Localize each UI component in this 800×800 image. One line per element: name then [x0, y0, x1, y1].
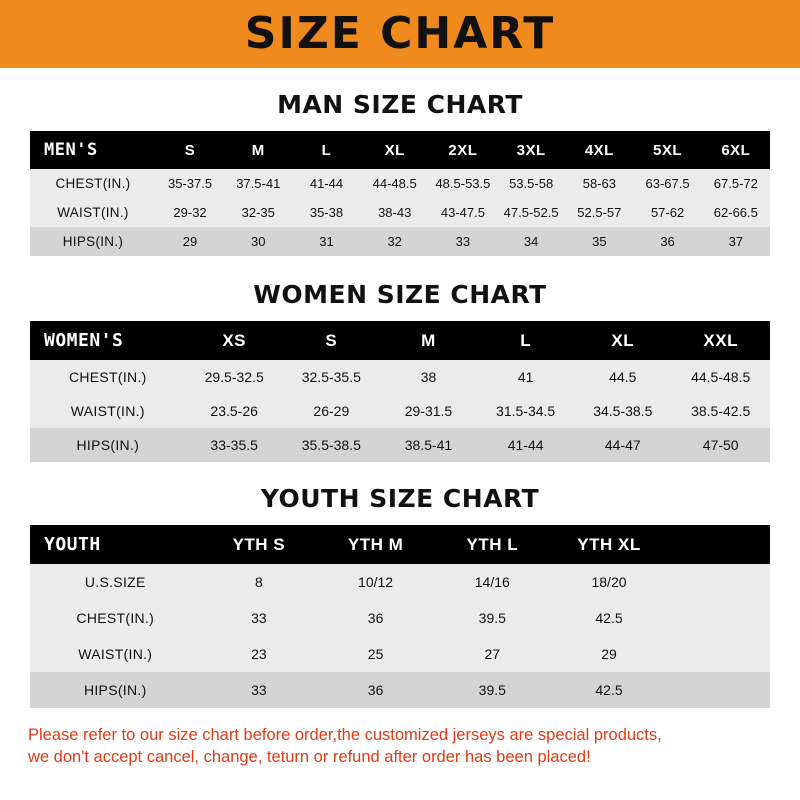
table-header-cell: YTH M [347, 534, 404, 554]
youth-chart-wrap [30, 525, 770, 708]
table-cell: 23 [251, 646, 267, 662]
table-cell: 35.5-38.5 [301, 437, 361, 453]
table-header-cell: S [184, 141, 196, 159]
youth-table-head [30, 525, 770, 564]
row-label: HIPS(IN.) [76, 437, 140, 453]
row-label: WAIST(IN.) [78, 646, 153, 662]
table-header-row [30, 525, 770, 564]
table-cell-empty [667, 672, 770, 708]
table-cell: 29 [182, 234, 198, 249]
table-cell: 42.5 [595, 682, 623, 698]
footer-note-line-1: Please refer to our size chart before order,the customized jerseys are special products, [28, 726, 662, 744]
table-cell: 67.5-72 [713, 176, 758, 191]
page-title: SIZE CHART [244, 8, 556, 59]
women-size-table [30, 321, 770, 462]
table-cell: 29-32 [173, 205, 207, 220]
women-table-head [30, 321, 770, 360]
table-row [30, 600, 770, 636]
table-cell: 37.5-41 [236, 176, 281, 191]
table-cell: 53.5-58 [509, 176, 554, 191]
table-cell: 38 [420, 369, 437, 385]
youth-section-title: YOUTH SIZE CHART [260, 484, 540, 513]
table-cell: 41 [517, 369, 534, 385]
table-cell-empty [667, 564, 770, 600]
women-section-title: WOMEN SIZE CHART [253, 280, 547, 309]
table-cell: 34.5-38.5 [593, 403, 653, 419]
youth-table-body [30, 564, 770, 708]
table-cell: 33 [455, 234, 471, 249]
women-table-body [30, 360, 770, 462]
table-cell: 62-66.5 [713, 205, 758, 220]
table-cell: 35-38 [309, 205, 344, 220]
table-header-row [30, 131, 770, 169]
table-cell: 35 [592, 234, 607, 249]
header-band-left [0, 0, 46, 68]
table-cell: 34 [523, 234, 539, 249]
row-label: WAIST(IN.) [57, 205, 129, 220]
table-cell: 38.5-41 [404, 437, 453, 453]
women-chart-wrap [30, 321, 770, 462]
table-header-cell: L [321, 141, 332, 159]
table-cell: 44-47 [604, 437, 641, 453]
table-cell: 29 [601, 646, 617, 662]
table-header-cell: 5XL [653, 141, 683, 159]
table-cell: 33-35.5 [210, 437, 258, 453]
table-header-cell: YTH S [232, 534, 286, 554]
table-cell: 36 [660, 234, 675, 249]
table-cell: 41-44 [309, 176, 344, 191]
table-row [30, 198, 770, 227]
table-cell: 44-48.5 [372, 176, 417, 191]
table-cell: 29.5-32.5 [204, 369, 264, 385]
row-label: CHEST(IN.) [55, 176, 131, 191]
table-header-cell: XS [222, 330, 247, 350]
table-row [30, 169, 770, 198]
table-cell: 32-35 [241, 205, 275, 220]
row-label: U.S.SIZE [84, 574, 146, 590]
table-cell: 36 [367, 682, 384, 698]
table-cell: 25 [367, 646, 384, 662]
table-cell: 10/12 [358, 574, 394, 590]
row-label: CHEST(IN.) [76, 610, 155, 626]
table-row [30, 227, 770, 256]
table-header-cell: 3XL [516, 141, 546, 159]
table-cell: 44.5 [609, 369, 637, 385]
header-band [0, 0, 800, 68]
table-cell: 18/20 [591, 574, 627, 590]
table-row [30, 428, 770, 462]
header-band-right [754, 0, 800, 68]
table-header-cell: M [421, 330, 436, 350]
table-cell: 39.5 [478, 610, 506, 626]
table-header-cell: 2XL [448, 141, 478, 159]
table-header-cell: YOUTH [44, 534, 101, 555]
table-cell: 43-47.5 [440, 205, 485, 220]
table-cell: 26-29 [313, 403, 350, 419]
table-header-cell: XXL [703, 330, 738, 350]
table-cell: 41-44 [507, 437, 544, 453]
table-cell: 31 [319, 234, 334, 249]
table-cell: 32 [387, 234, 402, 249]
table-header-cell-empty [667, 525, 770, 564]
table-cell: 23.5-26 [210, 403, 258, 419]
table-cell: 47.5-52.5 [503, 205, 559, 220]
table-cell: 42.5 [595, 610, 623, 626]
table-cell: 48.5-53.5 [435, 176, 491, 191]
table-header-cell: 4XL [584, 141, 614, 159]
table-header-row [30, 321, 770, 360]
table-cell: 33 [251, 610, 267, 626]
table-row [30, 394, 770, 428]
table-cell: 35-37.5 [167, 176, 213, 191]
man-chart-wrap [30, 131, 770, 256]
row-label: HIPS(IN.) [83, 682, 147, 698]
footer-note-line-2: we don't accept cancel, change, teturn or refund after order has been placed! [28, 748, 591, 767]
table-header-cell: WOMEN'S [44, 330, 124, 351]
table-cell: 47-50 [702, 437, 739, 453]
youth-size-table [30, 525, 770, 708]
table-cell: 29-31.5 [404, 403, 453, 419]
row-label: HIPS(IN.) [62, 234, 124, 249]
table-cell: 52.5-57 [577, 205, 622, 220]
table-cell: 14/16 [474, 574, 510, 590]
table-cell: 30 [251, 234, 266, 249]
table-cell: 44.5-48.5 [691, 369, 751, 385]
table-cell: 39.5 [478, 682, 506, 698]
table-row [30, 636, 770, 672]
row-label: CHEST(IN.) [68, 369, 147, 385]
table-row [30, 360, 770, 394]
table-cell: 32.5-35.5 [301, 369, 361, 385]
table-cell: 57-62 [650, 205, 685, 220]
table-header-cell: XL [384, 141, 405, 159]
table-cell: 58-63 [582, 176, 616, 191]
man-table-head [30, 131, 770, 169]
table-cell: 31.5-34.5 [496, 403, 556, 419]
table-header-cell: M [251, 141, 265, 159]
table-cell: 63-67.5 [645, 176, 690, 191]
table-header-cell: 6XL [721, 141, 751, 159]
table-row [30, 564, 770, 600]
header-band-center [46, 0, 754, 68]
table-header-cell: MEN'S [44, 140, 98, 160]
table-row [30, 672, 770, 708]
man-size-table [30, 131, 770, 256]
man-table-body [30, 169, 770, 256]
table-cell: 38.5-42.5 [691, 403, 751, 419]
table-header-cell: YTH L [466, 534, 519, 554]
table-cell-empty [667, 636, 770, 672]
table-header-cell: L [520, 330, 532, 350]
table-cell: 36 [367, 610, 384, 626]
table-cell-empty [667, 600, 770, 636]
table-cell: 38-43 [378, 205, 412, 220]
footer-note [28, 724, 772, 769]
table-cell: 37 [728, 234, 744, 249]
table-cell: 27 [484, 646, 501, 662]
table-cell: 33 [251, 682, 267, 698]
man-section-title: MAN SIZE CHART [277, 90, 523, 119]
table-header-cell: XL [611, 330, 635, 350]
table-header-cell: S [325, 330, 338, 350]
table-header-cell: YTH XL [577, 534, 641, 554]
table-cell: 8 [254, 574, 263, 590]
row-label: WAIST(IN.) [70, 403, 145, 419]
